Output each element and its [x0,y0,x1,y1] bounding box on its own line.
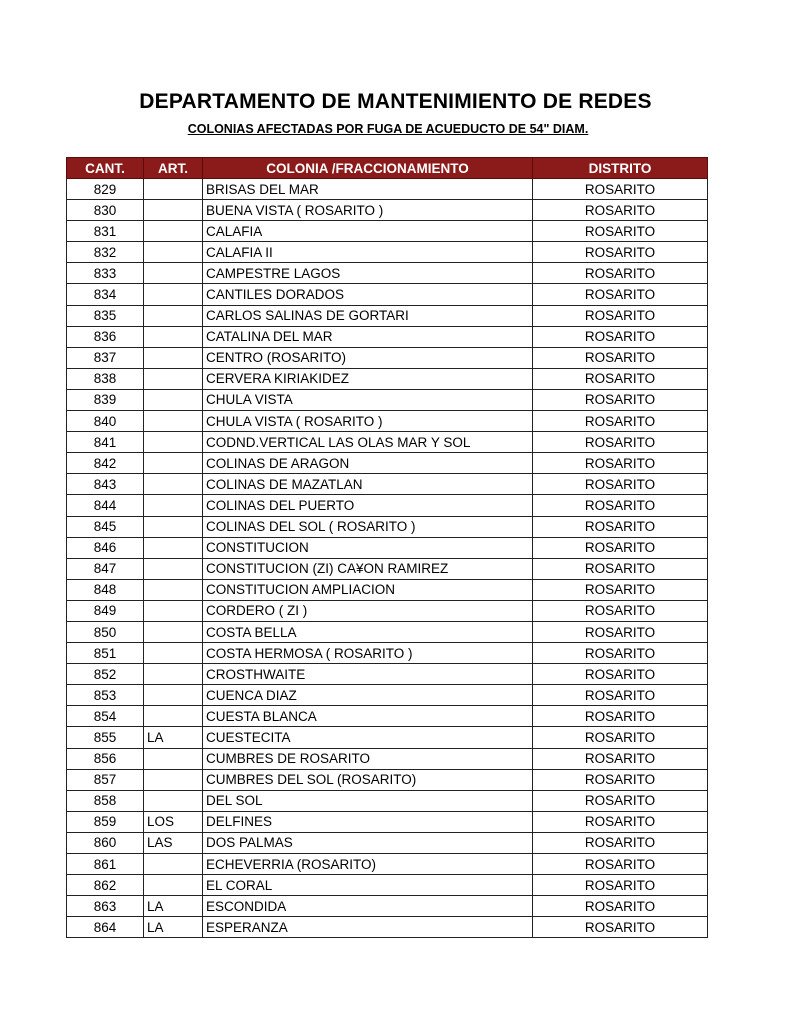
cell-distrito: ROSARITO [533,242,708,263]
cell-colonia: CONSTITUCION (ZI) CA¥ON RAMIREZ [203,558,533,579]
cell-cant: 863 [67,896,144,917]
cell-colonia: CENTRO (ROSARITO) [203,347,533,368]
cell-art: LA [144,896,203,917]
table-row [67,263,708,284]
cell-cant: 841 [67,432,144,453]
column-header-art: ART. [144,158,203,179]
cell-distrito: ROSARITO [533,600,708,621]
cell-distrito: ROSARITO [533,179,708,200]
cell-colonia: ESCONDIDA [203,896,533,917]
cell-distrito: ROSARITO [533,579,708,600]
table-row [67,706,708,727]
cell-art [144,516,203,537]
cell-colonia: DEL SOL [203,790,533,811]
table-row [67,179,708,200]
cell-cant: 836 [67,326,144,347]
cell-distrito: ROSARITO [533,917,708,938]
cell-colonia: CARLOS SALINAS DE GORTARI [203,305,533,326]
cell-colonia: CUESTA BLANCA [203,706,533,727]
cell-colonia: CERVERA KIRIAKIDEZ [203,368,533,389]
cell-distrito: ROSARITO [533,432,708,453]
cell-art [144,411,203,432]
cell-cant: 855 [67,727,144,748]
cell-cant: 854 [67,706,144,727]
cell-cant: 852 [67,664,144,685]
cell-cant: 838 [67,368,144,389]
cell-colonia: CORDERO ( ZI ) [203,600,533,621]
cell-distrito: ROSARITO [533,896,708,917]
cell-cant: 860 [67,832,144,853]
cell-distrito: ROSARITO [533,727,708,748]
cell-cant: 862 [67,875,144,896]
cell-colonia: DOS PALMAS [203,832,533,853]
cell-cant: 848 [67,579,144,600]
cell-colonia: CODND.VERTICAL LAS OLAS MAR Y SOL [203,432,533,453]
table-body [67,179,708,938]
table-row [67,347,708,368]
cell-art [144,685,203,706]
table-row [67,284,708,305]
cell-cant: 830 [67,200,144,221]
table-header-row [67,158,708,179]
cell-colonia: CAMPESTRE LAGOS [203,263,533,284]
cell-colonia: COLINAS DEL SOL ( ROSARITO ) [203,516,533,537]
table-row [67,453,708,474]
column-header-cant: CANT. [67,158,144,179]
cell-art [144,643,203,664]
cell-colonia: CALAFIA II [203,242,533,263]
cell-cant: 858 [67,790,144,811]
table-row [67,516,708,537]
cell-distrito: ROSARITO [533,516,708,537]
table-row [67,411,708,432]
document-subtitle: COLONIAS AFECTADAS POR FUGA DE ACUEDUCTO DE 54" DIAM. [187,122,589,136]
table-row [67,242,708,263]
cell-art [144,748,203,769]
table-row [67,748,708,769]
cell-art [144,221,203,242]
cell-art: LA [144,727,203,748]
cell-art: LA [144,917,203,938]
cell-art [144,242,203,263]
cell-colonia: COSTA BELLA [203,621,533,642]
cell-distrito: ROSARITO [533,854,708,875]
cell-art [144,790,203,811]
table-row [67,621,708,642]
colonias-table [66,157,708,938]
table-row [67,495,708,516]
cell-distrito: ROSARITO [533,664,708,685]
cell-art [144,179,203,200]
cell-art [144,558,203,579]
cell-cant: 839 [67,389,144,410]
cell-cant: 846 [67,537,144,558]
table-row [67,769,708,790]
cell-cant: 847 [67,558,144,579]
cell-art [144,453,203,474]
cell-colonia: CUESTECITA [203,727,533,748]
cell-cant: 831 [67,221,144,242]
cell-distrito: ROSARITO [533,326,708,347]
cell-cant: 844 [67,495,144,516]
cell-colonia: COLINAS DEL PUERTO [203,495,533,516]
table-row [67,579,708,600]
cell-distrito: ROSARITO [533,621,708,642]
cell-distrito: ROSARITO [533,643,708,664]
cell-art [144,495,203,516]
table-row [67,875,708,896]
cell-colonia: BRISAS DEL MAR [203,179,533,200]
cell-distrito: ROSARITO [533,558,708,579]
cell-cant: 834 [67,284,144,305]
cell-distrito: ROSARITO [533,305,708,326]
table-row [67,368,708,389]
cell-cant: 832 [67,242,144,263]
cell-distrito: ROSARITO [533,263,708,284]
cell-colonia: CROSTHWAITE [203,664,533,685]
cell-art [144,706,203,727]
cell-colonia: BUENA VISTA ( ROSARITO ) [203,200,533,221]
cell-art [144,389,203,410]
cell-cant: 849 [67,600,144,621]
table-row [67,643,708,664]
cell-colonia: CANTILES DORADOS [203,284,533,305]
table-row [67,389,708,410]
table-row [67,558,708,579]
cell-colonia: CONSTITUCION [203,537,533,558]
cell-distrito: ROSARITO [533,347,708,368]
cell-colonia: ESPERANZA [203,917,533,938]
cell-colonia: EL CORAL [203,875,533,896]
cell-cant: 843 [67,474,144,495]
cell-distrito: ROSARITO [533,495,708,516]
cell-art: LOS [144,811,203,832]
cell-distrito: ROSARITO [533,411,708,432]
cell-colonia: CHULA VISTA [203,389,533,410]
cell-cant: 840 [67,411,144,432]
cell-cant: 835 [67,305,144,326]
cell-art [144,769,203,790]
cell-colonia: CATALINA DEL MAR [203,326,533,347]
table-row [67,727,708,748]
cell-distrito: ROSARITO [533,706,708,727]
table-row [67,664,708,685]
table-row [67,305,708,326]
cell-art [144,200,203,221]
cell-cant: 853 [67,685,144,706]
cell-distrito: ROSARITO [533,474,708,495]
cell-cant: 864 [67,917,144,938]
cell-distrito: ROSARITO [533,811,708,832]
cell-cant: 861 [67,854,144,875]
cell-art [144,621,203,642]
cell-distrito: ROSARITO [533,537,708,558]
cell-colonia: COLINAS DE MAZATLAN [203,474,533,495]
cell-art [144,263,203,284]
cell-colonia: CUMBRES DEL SOL (ROSARITO) [203,769,533,790]
cell-art [144,284,203,305]
cell-cant: 857 [67,769,144,790]
table-row [67,200,708,221]
cell-art [144,326,203,347]
table-row [67,832,708,853]
cell-art [144,474,203,495]
cell-cant: 829 [67,179,144,200]
cell-distrito: ROSARITO [533,790,708,811]
table-row [67,432,708,453]
table-row [67,811,708,832]
cell-distrito: ROSARITO [533,200,708,221]
cell-art [144,664,203,685]
cell-cant: 845 [67,516,144,537]
cell-colonia: CALAFIA [203,221,533,242]
cell-cant: 842 [67,453,144,474]
table-row [67,221,708,242]
cell-distrito: ROSARITO [533,389,708,410]
cell-art [144,537,203,558]
table-row [67,474,708,495]
cell-colonia: ECHEVERRIA (ROSARITO) [203,854,533,875]
cell-distrito: ROSARITO [533,221,708,242]
cell-cant: 856 [67,748,144,769]
cell-distrito: ROSARITO [533,748,708,769]
table-row [67,790,708,811]
cell-distrito: ROSARITO [533,875,708,896]
table-row [67,537,708,558]
cell-colonia: COLINAS DE ARAGON [203,453,533,474]
cell-cant: 859 [67,811,144,832]
cell-art [144,600,203,621]
cell-distrito: ROSARITO [533,769,708,790]
cell-colonia: CONSTITUCION AMPLIACION [203,579,533,600]
cell-colonia: CUENCA DIAZ [203,685,533,706]
cell-distrito: ROSARITO [533,453,708,474]
cell-distrito: ROSARITO [533,368,708,389]
column-header-distrito: DISTRITO [533,158,708,179]
cell-art [144,305,203,326]
cell-distrito: ROSARITO [533,685,708,706]
table-row [67,685,708,706]
cell-cant: 851 [67,643,144,664]
cell-cant: 850 [67,621,144,642]
cell-colonia: CUMBRES DE ROSARITO [203,748,533,769]
cell-colonia: COSTA HERMOSA ( ROSARITO ) [203,643,533,664]
cell-colonia: CHULA VISTA ( ROSARITO ) [203,411,533,432]
cell-art [144,368,203,389]
cell-art [144,579,203,600]
cell-art [144,347,203,368]
table-row [67,917,708,938]
cell-art [144,875,203,896]
cell-distrito: ROSARITO [533,832,708,853]
table-row [67,600,708,621]
cell-art [144,854,203,875]
cell-distrito: ROSARITO [533,284,708,305]
cell-art [144,432,203,453]
cell-colonia: DELFINES [203,811,533,832]
column-header-colonia: COLONIA /FRACCIONAMIENTO [203,158,533,179]
cell-art: LAS [144,832,203,853]
table-row [67,854,708,875]
document-title: DEPARTAMENTO DE MANTENIMIENTO DE REDES [139,90,652,113]
table-row [67,896,708,917]
table-row [67,326,708,347]
cell-cant: 833 [67,263,144,284]
cell-cant: 837 [67,347,144,368]
